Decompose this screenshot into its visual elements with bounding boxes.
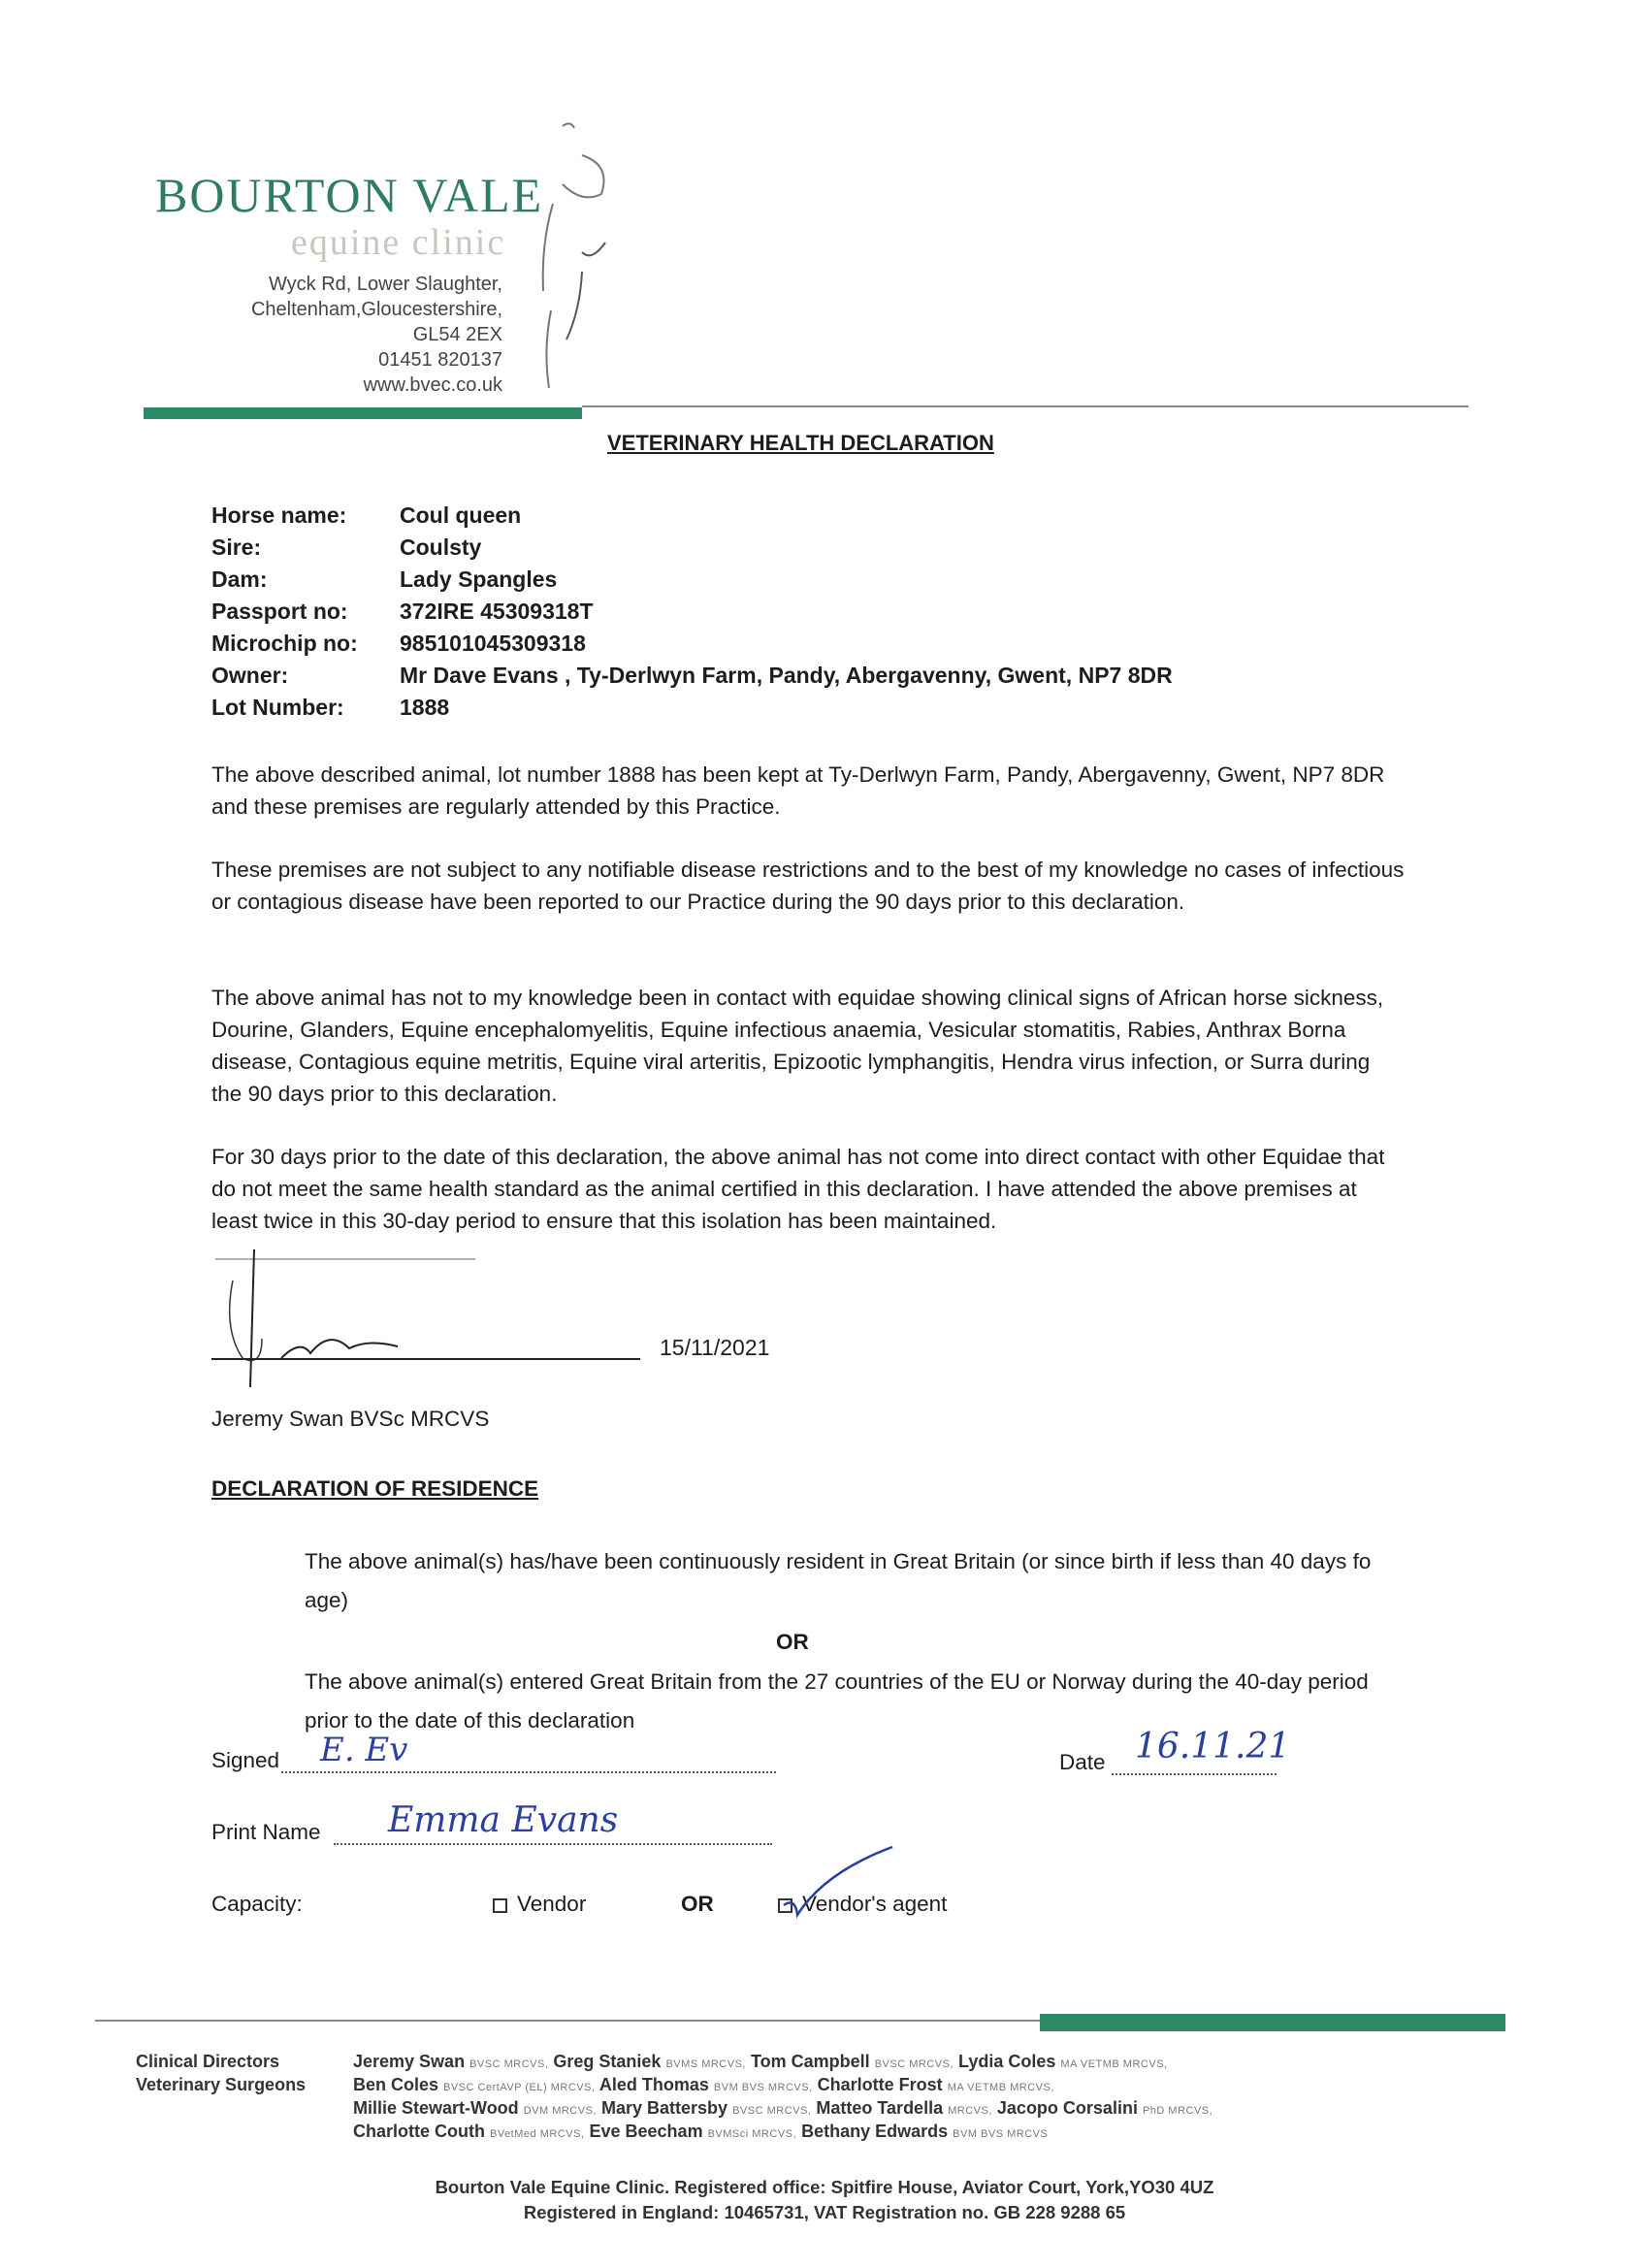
staff-name: Charlotte Couth [353,2122,485,2141]
detail-label: Horse name: [211,502,347,528]
detail-value: Coulsty [400,535,482,560]
agent-label: Vendor's agent [802,1892,948,1916]
staff-name: Matteo Tardella [816,2098,944,2118]
staff-name: Tom Campbell [751,2052,870,2071]
signed-value: E. Ev [320,1731,408,1769]
print-name-dotted-line [334,1841,772,1845]
residence-option-1: The above animal(s) has/have been continuously resident in Great Britain (or since birth if less than 40 days fo age) [305,1549,1372,1612]
staff-quals: BVMSci MRCVS, [707,2128,797,2140]
staff-name: Jeremy Swan [353,2052,466,2071]
residence-option-2: The above animal(s) entered Great Britain from the 27 countries of the EU or Norway during the 40-day period prior to the date of this declaration [305,1669,1369,1733]
detail-value: 1888 [400,695,450,720]
detail-value: 372IRE 45309318T [400,599,594,624]
residence-heading: DECLARATION OF RESIDENCE [211,1476,539,1501]
staff-name: Jacopo Corsalini [996,2098,1138,2118]
date-label: Date [1059,1750,1106,1774]
declaration-paragraph: For 30 days prior to the date of this declaration, the above animal has not come into direct contact with other Equidae that do not meet the same health standard as the animal certified in this declaration. I have attended the above premises at least twice in this 30-day period to ensure that this isolation has been maintained. [211,1145,1385,1233]
vendor-option[interactable] [493,1892,586,1917]
staff-line [353,2075,1054,2095]
capacity-or: OR [681,1892,714,1916]
footer-thin-rule [95,2020,1040,2022]
detail-value: 985101045309318 [400,631,586,656]
staff-quals: MA VETMB MRCVS, [1060,2058,1168,2070]
signature-date: 15/11/2021 [660,1335,770,1360]
vendor-checkbox[interactable] [493,1898,507,1913]
detail-label: Dam: [211,567,268,592]
detail-label: Owner: [211,663,289,688]
address-line: Cheltenham,Gloucestershire, [250,299,502,320]
detail-label: Microchip no: [211,631,358,656]
staff-name: Ben Coles [353,2075,439,2094]
vet-name: Jeremy Swan BVSc MRCVS [211,1407,490,1431]
staff-quals: BVSC MRCVS, [469,2058,549,2070]
detail-value: Coul queen [400,502,522,528]
date-dotted-line [1112,1771,1277,1775]
detail-value: Mr Dave Evans , Ty-Derlwyn Farm, Pandy, Abergavenny, Gwent, NP7 8DR [400,663,1173,688]
staff-line [353,2122,1048,2142]
address-line: Wyck Rd, Lower Slaughter, [268,274,502,295]
date-value: 16.11.21 [1135,1727,1291,1766]
staff-quals: BVM BVS MRCVS, [713,2082,813,2093]
staff-line [353,2098,1212,2119]
print-name-value: Emma Evans [388,1800,619,1840]
staff-quals: BVM BVS MRCVS [953,2128,1049,2140]
staff-quals: MRCVS, [948,2105,992,2117]
staff-name: Lydia Coles [958,2052,1056,2071]
staff-quals: BVSC CertAVP (EL) MRCVS, [443,2082,596,2093]
declaration-paragraph: The above described animal, lot number 1888 has been kept at Ty-Derlwyn Farm, Pandy, Abergavenny, Gwent, NP7 8DR and these premises are regularly attended by this Practice. [211,762,1385,819]
residence-or: OR [776,1630,809,1654]
capacity-label: Capacity: [211,1892,303,1916]
staff-name: Aled Thomas [598,2075,709,2094]
signature-line [211,1358,640,1360]
staff-name: Greg Staniek [553,2052,662,2071]
clinic-logo-subtitle: equine clinic [291,222,506,263]
staff-quals: DVM MRCVS, [523,2105,597,2117]
detail-label: Lot Number: [211,695,344,720]
header-thin-rule [582,405,1469,407]
vet-signature-mark [204,1242,495,1407]
header-green-rule [144,407,582,419]
directors-label: Clinical Directors [136,2052,280,2071]
document-title: VETERINARY HEALTH DECLARATION [607,431,994,455]
horse-logo-icon [524,116,630,407]
registered-office: Bourton Vale Equine Clinic. Registered office: Spitfire House, Aviator Court, York,YO30 4UZ [435,2177,1214,2197]
staff-name: Bethany Edwards [801,2122,949,2141]
checkmark-icon [776,1843,902,1921]
signed-label: Signed [211,1748,280,1772]
declaration-paragraph: These premises are not subject to any notifiable disease restrictions and to the best of my knowledge no cases of infectious or contagious disease have been reported to our Practice during the 90 days prior to this declaration. [211,858,1405,914]
staff-name: Millie Stewart-Wood [353,2098,519,2118]
phone-number: 01451 820137 [378,349,502,371]
clinic-logo-name: BOURTON VALE [155,168,544,222]
staff-quals: BVSC MRCVS, [732,2105,812,2117]
staff-quals: MA VETMB MRCVS, [947,2082,1054,2093]
vendor-label: Vendor [517,1892,587,1916]
print-name-label: Print Name [211,1820,321,1844]
footer-green-rule [1040,2014,1505,2031]
staff-name: Charlotte Frost [817,2075,943,2094]
detail-label: Passport no: [211,599,348,624]
staff-line [353,2052,1168,2072]
staff-quals: BVMS MRCVS, [665,2058,746,2070]
detail-label: Sire: [211,535,262,560]
declaration-paragraph: The above animal has not to my knowledge been in contact with equidae showing clinical signs of African horse sickness, Dourine, Glanders, Equine encephalomyelitis, Equine infectious anaemia, Vesicular stomatitis, Rabies, Anthrax Borna disease, Contagious equine metritis, Equine viral arteritis, Epizootic lymphangitis, Hendra virus infection, or Surra during the 90 days prior to this declaration. [211,986,1384,1106]
staff-quals: BVetMed MRCVS, [490,2128,585,2140]
staff-name: Mary Battersby [601,2098,728,2118]
staff-quals: BVSC MRCVS, [874,2058,954,2070]
staff-name: Eve Beecham [589,2122,703,2141]
website-link[interactable]: www.bvec.co.uk [363,374,502,396]
detail-value: Lady Spangles [400,567,558,592]
signed-dotted-line [281,1769,776,1773]
address-line: GL54 2EX [412,324,502,345]
staff-quals: PhD MRCVS, [1142,2105,1213,2117]
surgeons-label: Veterinary Surgeons [136,2075,307,2094]
registration-numbers: Registered in England: 10465731, VAT Registration no. GB 228 9288 65 [523,2202,1126,2222]
